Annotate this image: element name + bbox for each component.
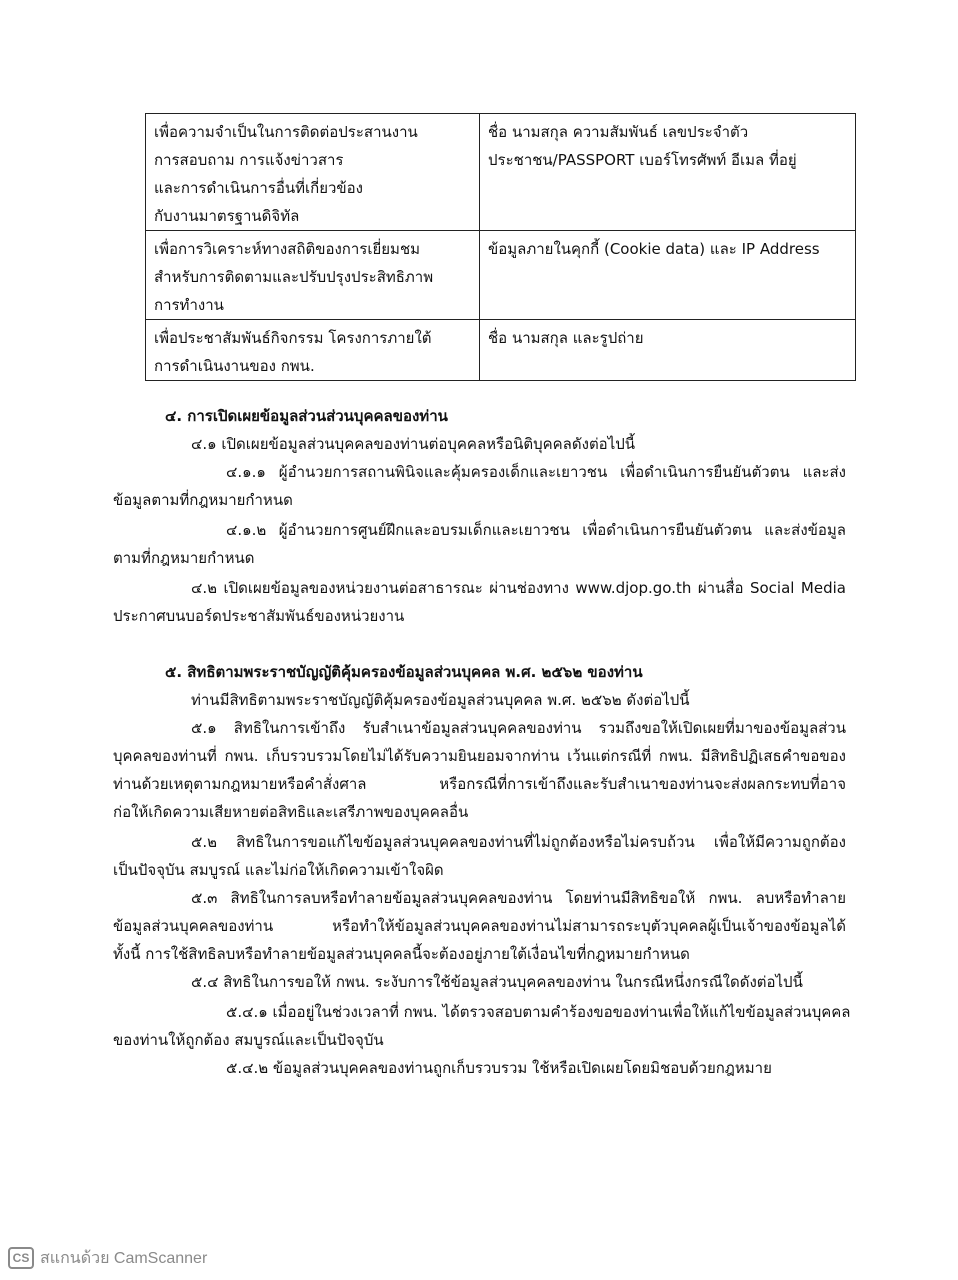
paragraph-line: ๕.๓ สิทธิในการลบหรือทำลายข้อมูลส่วนบุคคลของท่าน โดยท่านมีสิทธิขอให้ กพน. ลบหรือทำลาย [191, 889, 846, 907]
cell-line: ข้อมูลภายในคุกกี้ (Cookie data) และ IP Address [488, 240, 820, 258]
cell-line: การทำงาน [154, 296, 224, 314]
table-cell-purpose [146, 114, 480, 231]
paragraph-line: ๔.๑.๒ ผู้อำนวยการศูนย์ฝึกและอบรมเด็กและเยาวชน เพื่อดำเนินการยืนยันตัวตน และส่งข้อมูล [226, 521, 846, 539]
paragraph-line: ๕.๒ สิทธิในการขอแก้ไขข้อมูลส่วนบุคคลของท่านที่ไม่ถูกต้องหรือไม่ครบถ้วน เพื่อให้มีความถูกต้อง [191, 833, 846, 851]
paragraph-line: ๔.๑ เปิดเผยข้อมูลส่วนบุคคลของท่านต่อบุคคลหรือนิติบุคคลดังต่อไปนี้ [191, 435, 636, 453]
table-row [146, 231, 856, 320]
cell-line: การดำเนินงานของ กพน. [154, 357, 315, 375]
data-purpose-table [145, 113, 856, 381]
paragraph-line: ประกาศบนบอร์ดประชาสัมพันธ์ของหน่วยงาน [113, 607, 405, 625]
table-row [146, 114, 856, 231]
table-cell-data [480, 231, 856, 320]
paragraph-line: ก่อให้เกิดความเสียหายต่อสิทธิและเสรีภาพของบุคคลอื่น [113, 803, 469, 821]
cell-line: เพื่อความจำเป็นในการติดต่อประสานงาน [154, 123, 418, 141]
cell-line: กับงานมาตรฐานดิจิทัล [154, 207, 300, 225]
table-cell-purpose [146, 231, 480, 320]
paragraph-line: ๔.๒ เปิดเผยข้อมูลของหน่วยงานต่อสาธารณะ ผ่านช่องทาง www.djop.go.th ผ่านสื่อ Social Media [191, 579, 846, 597]
paragraph-line: ท่านด้วยเหตุตามกฎหมายหรือคำสั่งศาล หรือกรณีที่การเข้าถึงและรับสำเนาของท่านจะส่งผลกระทบที่อาจ [113, 775, 846, 793]
cell-line: เพื่อการวิเคราะห์ทางสถิติของการเยี่ยมชม [154, 240, 421, 258]
watermark-text: สแกนด้วย CamScanner [40, 1249, 208, 1267]
paragraph-line: ท่านมีสิทธิตามพระราชบัญญัติคุ้มครองข้อมูลส่วนบุคคล พ.ศ. ๒๕๖๒ ดังต่อไปนี้ [191, 691, 690, 709]
cell-line: ชื่อ นามสกุล ความสัมพันธ์ เลขประจำตัว [488, 123, 749, 141]
section-heading: ๔. การเปิดเผยข้อมูลส่วนส่วนบุคคลของท่าน [165, 407, 448, 425]
table-cell-data [480, 320, 856, 381]
section-heading: ๕. สิทธิตามพระราชบัญญัติคุ้มครองข้อมูลส่วนบุคคล พ.ศ. ๒๕๖๒ ของท่าน [165, 663, 643, 681]
paragraph-line: ๔.๑.๑ ผู้อำนวยการสถานพินิจและคุ้มครองเด็กและเยาวชน เพื่อดำเนินการยืนยันตัวตน และส่ง [226, 463, 846, 481]
paragraph-line: บุคคลของท่านที่ กพน. เก็บรวบรวมโดยไม่ได้รับความยินยอมจากท่าน เว้นแต่กรณีที่ กพน. มีสิทธิปฏิเสธคำขอของ [113, 747, 846, 765]
paragraph-line: ๕.๔.๑ เมื่ออยู่ในช่วงเวลาที่ กพน. ได้ตรวจสอบตามคำร้องขอของท่านเพื่อให้แก้ไขข้อมูลส่วนบุคคล [226, 1003, 851, 1021]
paragraph-line: ของท่านให้ถูกต้อง สมบูรณ์และเป็นปัจจุบัน [113, 1031, 384, 1049]
cell-line: ประชาชน/PASSPORT เบอร์โทรศัพท์ อีเมล ที่อยู่ [488, 151, 797, 169]
camscanner-watermark [8, 1246, 207, 1270]
cell-line: และการดำเนินการอื่นที่เกี่ยวข้อง [154, 179, 363, 197]
paragraph-line: ทั้งนี้ การใช้สิทธิลบหรือทำลายข้อมูลส่วนบุคคลนี้จะต้องอยู่ภายใต้เงื่อนไขที่กฎหมายกำหนด [113, 945, 690, 963]
table-cell-purpose [146, 320, 480, 381]
cell-line: เพื่อประชาสัมพันธ์กิจกรรม โครงการภายใต้ [154, 329, 432, 347]
paragraph-line: ๕.๔.๒ ข้อมูลส่วนบุคคลของท่านถูกเก็บรวบรวม ใช้หรือเปิดเผยโดยมิชอบด้วยกฎหมาย [226, 1059, 772, 1077]
cell-line: สำหรับการติดตามและปรับปรุงประสิทธิภาพ [154, 268, 434, 286]
paragraph-line: ข้อมูลตามที่กฎหมายกำหนด [113, 491, 293, 509]
table-row [146, 320, 856, 381]
camscanner-logo-icon: CS [8, 1247, 34, 1269]
paragraph-line: ๕.๑ สิทธิในการเข้าถึง รับสำเนาข้อมูลส่วนบุคคลของท่าน รวมถึงขอให้เปิดเผยที่มาของข้อมูลส่วน [191, 719, 846, 737]
paragraph-line: ตามที่กฎหมายกำหนด [113, 549, 255, 567]
paragraph-line: เป็นปัจจุบัน สมบูรณ์ และไม่ก่อให้เกิดความเข้าใจผิด [113, 861, 444, 879]
table-cell-data [480, 114, 856, 231]
cell-line: ชื่อ นามสกุล และรูปถ่าย [488, 329, 644, 347]
paragraph-line: ๕.๔ สิทธิในการขอให้ กพน. ระงับการใช้ข้อมูลส่วนบุคคลของท่าน ในกรณีหนึ่งกรณีใดดังต่อไปนี้ [191, 973, 803, 991]
cell-line: การสอบถาม การแจ้งข่าวสาร [154, 151, 344, 169]
paragraph-line: ข้อมูลส่วนบุคคลของท่าน หรือทำให้ข้อมูลส่วนบุคคลของท่านไม่สามารถระบุตัวบุคคลผู้เป็นเจ้าของข้อมูลได้ [113, 917, 846, 935]
